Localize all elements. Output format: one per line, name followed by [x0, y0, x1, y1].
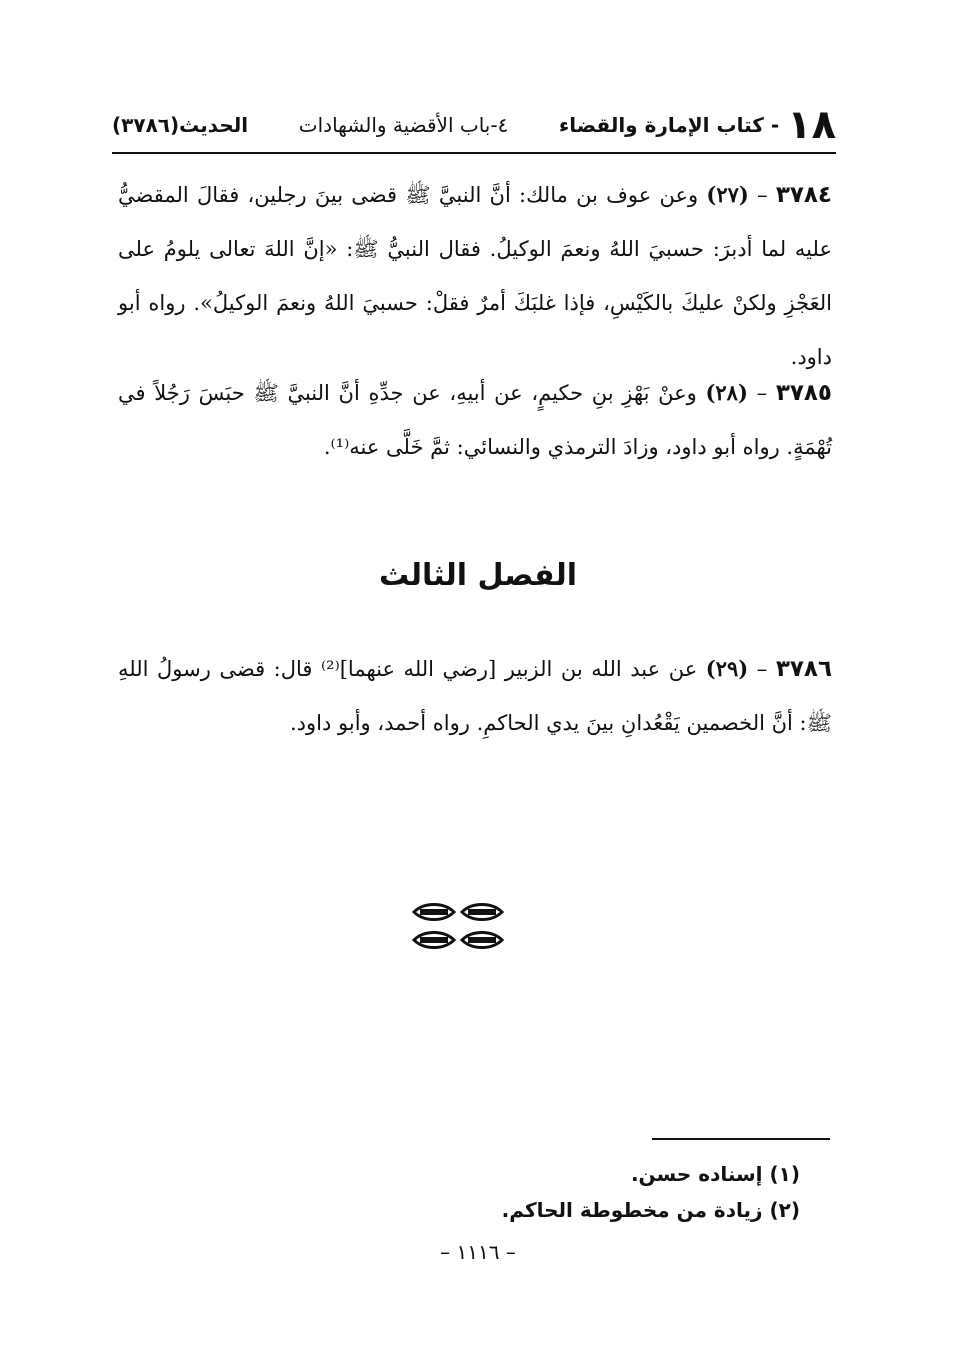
page-number: – ١١١٦ –	[440, 1240, 516, 1264]
footnotes	[500, 1156, 800, 1228]
hadith-number: ٣٧٨٦	[775, 656, 833, 682]
hadith-text: وعنْ بَهْزِ بنِ حكيمٍ، عن أبيهِ، عن جدِّهِ أنَّ النبيَّ ﷺ حبَسَ رَجُلاً في تُهْمَةٍ. رواه أبو داود، وزادَ الترمذي والنسائي: ثمَّ خَلَّى عنه⁽¹⁾.	[118, 381, 832, 459]
hadith-range: الحديث(٣٧٨٦)	[112, 113, 249, 137]
hadith-text: عن عبد الله بن الزبير [رضي الله عنهما]⁽²⁾ قال: قضى رسولُ اللهِ ﷺ: أنَّ الخصمين يَقْعُدانِ بينَ يدي الحاكمِ. رواه أحمد، وأبو داود.	[118, 657, 832, 735]
hadith-index: (٢٨)	[705, 380, 748, 405]
running-header	[112, 100, 836, 150]
section-heading: الفصل الثالث	[378, 558, 577, 593]
footnote-1: (١) إسناده حسن.	[630, 1162, 800, 1186]
header-divider	[112, 152, 836, 154]
section-title: ٤-باب الأقضية والشهادات	[298, 113, 509, 137]
hadith-text: وعن عوف بن مالك: أنَّ النبيَّ ﷺ قضى بينَ رجلين، فقالَ المقضيُّ عليه لما أدبرَ: حسبيَ اللهُ ونعمَ الوكيلُ. فقال النبيُّ ﷺ: «إنَّ اللهَ تعالى يلومُ على العَجْزِ ولكنْ عليكَ بالكَيْسِ، فإذا غلبَكَ أمرٌ فقلْ: حسبيَ اللهُ ونعمَ الوكيلُ». رواه أبو داود.	[118, 183, 832, 369]
chapter-number: ١٨	[787, 102, 836, 148]
double-scroll-ornament-icon	[410, 900, 506, 954]
hadith-3785: ٣٧٨٥ – (٢٨) وعنْ بَهْزِ بنِ حكيمٍ، عن أبيهِ، عن جدِّهِ أنَّ النبيَّ ﷺ حبَسَ رَجُلاً في تُهْمَةٍ. رواه أبو داود، وزادَ الترمذي والنسائي: ثمَّ خَلَّى عنه⁽¹⁾.	[118, 380, 832, 459]
hadith-index: (٢٧)	[706, 182, 749, 207]
hadith-number: ٣٧٨٤	[775, 182, 832, 208]
chapter-title: - كتاب الإمارة والقضاء	[558, 113, 780, 137]
hadith-number: ٣٧٨٥	[775, 380, 832, 406]
chapter-heading	[559, 102, 836, 148]
hadith-3784: ٣٧٨٤ – (٢٧) وعن عوف بن مالك: أنَّ النبيَّ ﷺ قضى بينَ رجلين، فقالَ المقضيُّ عليه لما أدبرَ: حسبيَ اللهُ ونعمَ الوكيلُ. فقال النبيُّ ﷺ: «إنَّ اللهَ تعالى يلومُ على العَجْزِ ولكنْ عليكَ بالكَيْسِ، فإذا غلبَكَ أمرٌ فقلْ: حسبيَ اللهُ ونعمَ الوكيلُ». رواه أبو داود.	[118, 182, 832, 369]
hadith-3786: ٣٧٨٦ – (٢٩) عن عبد الله بن الزبير [رضي الله عنهما]⁽²⁾ قال: قضى رسولُ اللهِ ﷺ: أنَّ الخصمين يَقْعُدانِ بينَ يدي الحاكمِ. رواه أحمد، وأبو داود.	[118, 656, 833, 735]
footnote-2: (٢) زيادة من مخطوطة الحاكم.	[501, 1198, 800, 1222]
hadith-index: (٢٩)	[705, 656, 749, 681]
footnote-divider	[652, 1138, 830, 1140]
